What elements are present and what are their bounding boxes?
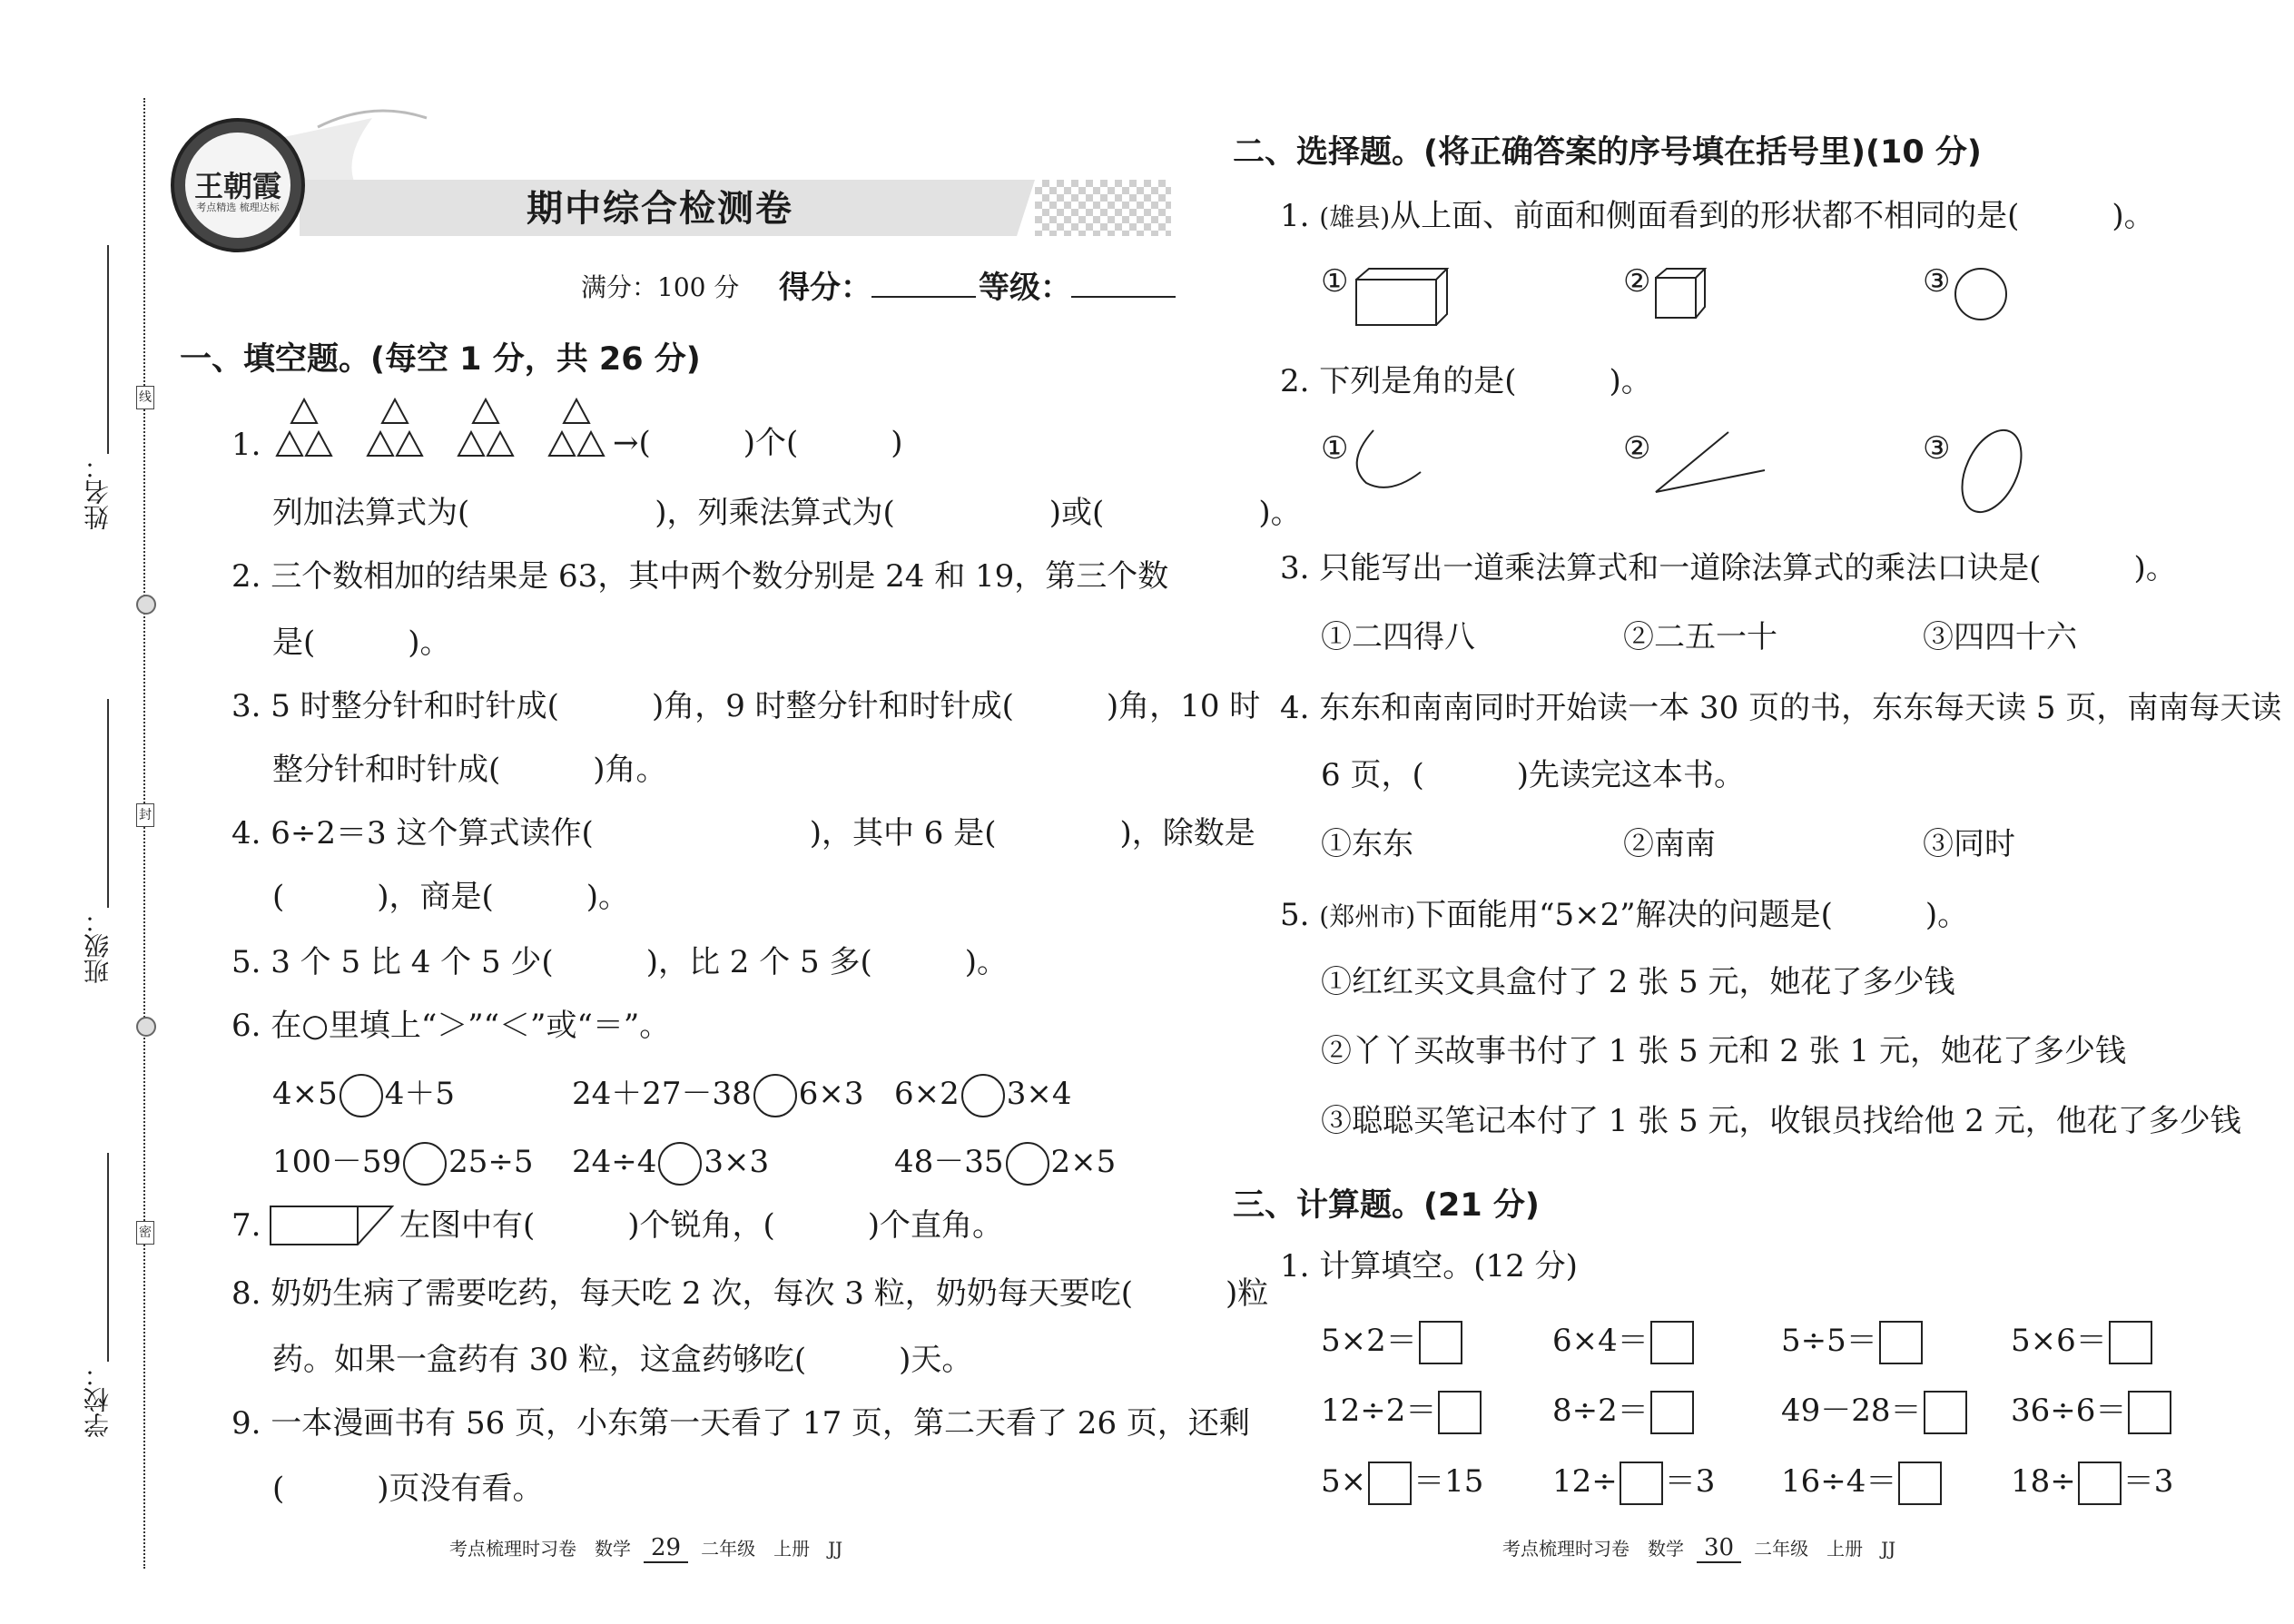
s2-q4-line2: 6 页，( )先读完这本书。 <box>1321 757 1745 793</box>
q4-line1: 4. 6÷2＝3 这个算式读作( )，其中 6 是( )，除数是 <box>231 815 1255 851</box>
q5: 5. 3 个 5 比 4 个 5 少( )，比 2 个 5 多( )。 <box>231 944 1008 980</box>
trapezoid-figure-icon <box>269 1203 396 1248</box>
compare-item: 48－35 2×5 <box>894 1142 1116 1186</box>
q5-option-2[interactable]: ②丫丫买故事书付了 1 张 5 元和 2 张 1 元，她花了多少钱 <box>1321 1033 2126 1069</box>
q7-number: 7. <box>231 1207 261 1244</box>
ellipse-icon <box>1952 422 2033 522</box>
answer-box[interactable] <box>1898 1462 1942 1505</box>
s2-q4-line1: 4. 东东和南南同时开始读一本 30 页的书，东东每天读 5 页，南南每天读 <box>1280 690 2282 726</box>
logo-seal-small-2: 梳理达标 <box>239 202 280 213</box>
s2-q2: 2. 下列是角的是( )。 <box>1280 363 1652 399</box>
footer-left: 考点梳理时习卷 数学 29 二年级 上册 JJ <box>449 1534 843 1561</box>
page-number: 30 <box>1697 1534 1741 1563</box>
compare-item: 24＋27－38 6×3 <box>572 1074 864 1117</box>
binding-tab-secret: 密 <box>136 1221 154 1245</box>
q2-line2: 是( )。 <box>272 625 451 661</box>
answer-box[interactable] <box>1924 1391 1967 1434</box>
answer-box[interactable] <box>1650 1391 1694 1434</box>
answer-box[interactable] <box>2109 1321 2152 1364</box>
class-line <box>107 699 109 908</box>
compare-circle[interactable] <box>1006 1142 1049 1186</box>
q3-option-1[interactable]: ①二四得八 <box>1321 619 1475 655</box>
section1-title: 一、填空题。(每空 1 分，共 26 分) <box>180 341 701 378</box>
option-1[interactable]: ① <box>1321 430 1349 467</box>
binding-tab-seal: 封 <box>136 803 154 827</box>
q4-line2: ( )，商是( )。 <box>272 879 630 915</box>
q4-option-2[interactable]: ②南南 <box>1623 826 1716 862</box>
q5-option-1[interactable]: ①红红买文具盒付了 2 张 5 元，她花了多少钱 <box>1321 964 1955 1000</box>
compare-circle[interactable] <box>753 1074 797 1117</box>
q7-text: 左图中有( )个锐角，( )个直角。 <box>399 1207 1004 1244</box>
curve-icon <box>1348 427 1430 499</box>
q3-line2: 整分针和时针成( )角。 <box>272 752 667 788</box>
grade-label: 等级： <box>979 270 1176 307</box>
option-3[interactable]: ③ <box>1923 263 1951 300</box>
option-3[interactable]: ③ <box>1923 430 1951 467</box>
calc-item: 18÷ ＝3 <box>2011 1462 2173 1505</box>
compare-item: 24÷4 3×3 <box>572 1142 769 1186</box>
calc-item: 16÷4＝ <box>1781 1462 1944 1505</box>
q4-option-3[interactable]: ③同时 <box>1923 826 2015 862</box>
q9-line1: 9. 一本漫画书有 56 页，小东第一天看了 17 页，第二天看了 26 页，还剩 <box>231 1405 1250 1442</box>
answer-box[interactable] <box>1620 1462 1663 1505</box>
triangle-groups-icon <box>268 392 613 465</box>
compare-circle[interactable] <box>658 1142 702 1186</box>
option-2[interactable]: ② <box>1623 263 1651 300</box>
calc-item: 6×4＝ <box>1552 1321 1696 1364</box>
region-tag: (郑州市) <box>1319 901 1416 931</box>
grade-field[interactable] <box>1071 272 1176 298</box>
page-number: 29 <box>644 1534 688 1563</box>
region-tag: (雄县) <box>1319 202 1391 232</box>
page-title: 期中综合检测卷 <box>527 188 793 230</box>
q3-option-2[interactable]: ②二五一十 <box>1623 619 1777 655</box>
sphere-icon <box>1952 263 2015 327</box>
q2-line1: 2. 三个数相加的结果是 63，其中两个数分别是 24 和 19，第三个数 <box>231 558 1169 595</box>
full-score: 满分：100 分 <box>581 272 740 302</box>
compare-circle[interactable] <box>340 1074 383 1117</box>
compare-item: 100－59 25÷5 <box>272 1142 534 1186</box>
calc-item: 5×2＝ <box>1321 1321 1464 1364</box>
option-1[interactable]: ① <box>1321 263 1349 300</box>
logo-seal-icon <box>171 118 305 252</box>
score-field[interactable] <box>871 272 976 298</box>
q1-line2: 列加法算式为( )，列乘法算式为( )或( )。 <box>272 495 1302 531</box>
answer-box[interactable] <box>2128 1391 2171 1434</box>
q3-option-3[interactable]: ③四四十六 <box>1923 619 2077 655</box>
compare-circle[interactable] <box>403 1142 447 1186</box>
footer-right: 考点梳理时习卷 数学 30 二年级 上册 JJ <box>1502 1534 1896 1561</box>
answer-box[interactable] <box>1879 1321 1923 1364</box>
answer-box[interactable] <box>2078 1462 2122 1505</box>
calc-item: 36÷6＝ <box>2011 1391 2173 1434</box>
class-label: 班级： <box>83 908 113 984</box>
cuboid-icon <box>1353 265 1452 329</box>
calc-item: 49－28＝ <box>1781 1391 1969 1434</box>
name-label: 姓名： <box>83 454 113 530</box>
s2-q5: 5. (郑州市)下面能用“5×2”解决的问题是( )。 <box>1280 897 1969 933</box>
calc-item: 8÷2＝ <box>1552 1391 1696 1434</box>
q1-tail: →( )个( ) <box>613 425 903 461</box>
calc-item: 12÷ ＝3 <box>1552 1462 1715 1505</box>
school-label: 学校： <box>83 1362 113 1438</box>
calc-item: 5×6＝ <box>2011 1321 2154 1364</box>
q1-number: 1. <box>231 427 261 463</box>
compare-circle[interactable] <box>961 1074 1005 1117</box>
q9-line2: ( )页没有看。 <box>272 1471 544 1507</box>
s3-sub1: 1. 计算填空。(12 分) <box>1280 1248 1578 1284</box>
binding-hole-icon <box>136 595 156 615</box>
section2-title: 二、选择题。(将正确答案的序号填在括号里)(10 分) <box>1233 134 1982 171</box>
school-line <box>107 1153 109 1362</box>
score-label: 得分： <box>779 270 976 307</box>
option-2[interactable]: ② <box>1623 430 1651 467</box>
q6: 6. 在○里填上“＞”“＜”或“＝”。 <box>231 1008 671 1044</box>
binding-dotted-line <box>143 98 145 1569</box>
calc-item: 12÷2＝ <box>1321 1391 1483 1434</box>
logo-seal-small-1: 考点精选 <box>196 202 237 213</box>
s2-q3: 3. 只能写出一道乘法算式和一道除法算式的乘法口诀是( )。 <box>1280 550 2177 586</box>
q5-option-3[interactable]: ③聪聪买笔记本付了 1 张 5 元，收银员找给他 2 元，他花了多少钱 <box>1321 1103 2241 1139</box>
cube-icon <box>1652 265 1710 323</box>
q4-option-1[interactable]: ①东东 <box>1321 826 1413 862</box>
q3-line1: 3. 5 时整分针和时针成( )角，9 时整分针和时针成( )角，10 时 <box>231 688 1261 724</box>
compare-item: 4×5 4＋5 <box>272 1074 455 1117</box>
name-line <box>107 245 109 454</box>
angle-icon <box>1652 427 1770 499</box>
q8-line2: 药。如果一盒药有 30 粒，这盒药够吃( )天。 <box>272 1342 973 1378</box>
binding-tab-line: 线 <box>136 386 154 409</box>
compare-item: 6×2 3×4 <box>894 1074 1072 1117</box>
s2-q1: 1. (雄县)从上面、前面和侧面看到的形状都不相同的是( )。 <box>1280 198 2155 234</box>
answer-box[interactable] <box>1368 1462 1412 1505</box>
calc-item: 5× ＝15 <box>1321 1462 1483 1505</box>
q8-line1: 8. 奶奶生病了需要吃药，每天吃 2 次，每次 3 粒，奶奶每天要吃( )粒 <box>231 1275 1269 1312</box>
calc-item: 5÷5＝ <box>1781 1321 1925 1364</box>
section3-title: 三、计算题。(21 分) <box>1233 1187 1540 1224</box>
answer-box[interactable] <box>1419 1321 1462 1364</box>
answer-box[interactable] <box>1650 1321 1694 1364</box>
binding-hole-icon <box>136 1017 156 1037</box>
logo-text: 王朝霞 <box>193 169 281 203</box>
answer-box[interactable] <box>1438 1391 1482 1434</box>
